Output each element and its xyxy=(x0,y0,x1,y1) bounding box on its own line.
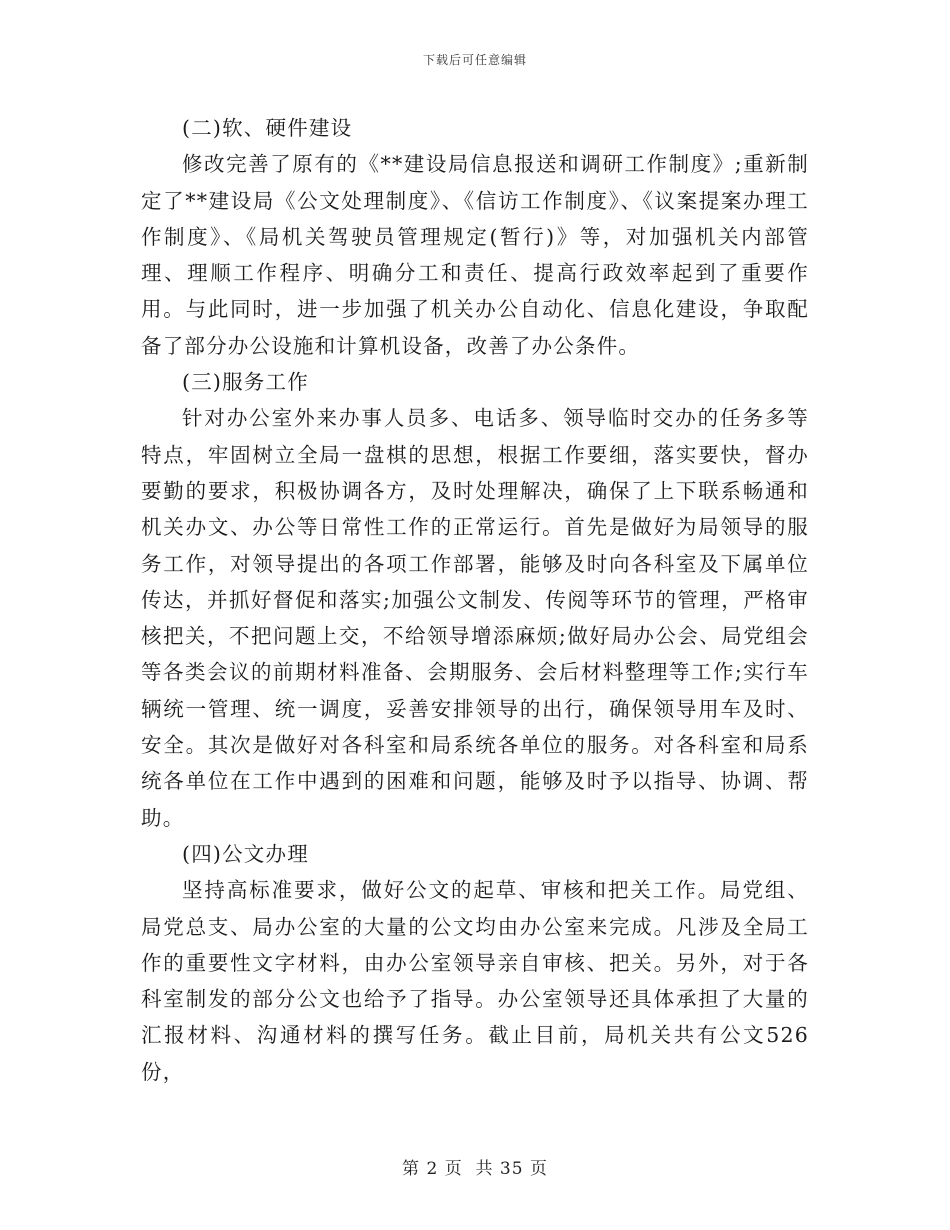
page-header: 下载后可任意编辑 xyxy=(422,53,527,67)
section-heading: (二)软、硬件建设 xyxy=(182,116,353,140)
page-footer xyxy=(0,1154,950,1179)
section-heading: (四)公文办理 xyxy=(182,841,309,866)
footer-suffix: 页 xyxy=(529,1159,548,1179)
total-pages-number: 35 xyxy=(499,1159,524,1179)
document-body xyxy=(141,110,809,1090)
paragraph: 坚持高标准要求，做好公文的起草、审核和把关工作。局党组、局党总支、局办公室的大量的公文均由办公室来完成。凡涉及全局工作的重要性文字材料，由办公室领导亲自审核、把关。另外，对于各科室制发的部分公文也给予了指导。办公室领导还具体承担了大量的汇报材料、沟通材料的撰写任务。截止目前，局机关共有公文526份， xyxy=(141,878,809,1084)
paragraph: 修改完善了原有的《**建设局信息报送和调研工作制度》;重新制定了**建设局《公文处理制度》、《信访工作制度》、《议案提案办理工作制度》、《局机关驾驶员管理规定(暂行)》等，对加强机关内部管理、理顺工作程序、明确分工和责任、提高行政效率起到了重要作用。与此同时，进一步加强了机关办公自动化、信息化建设，争取配备了部分办公设施和计算机设备，改善了办公条件。 xyxy=(141,152,809,358)
footer-middle: 页 共 xyxy=(444,1159,494,1179)
section-heading: (三)服务工作 xyxy=(182,370,309,395)
footer-prefix: 第 xyxy=(402,1159,421,1179)
paragraph: 针对办公室外来办事人员多、电话多、领导临时交办的任务多等特点，牢固树立全局一盘棋的思想，根据工作要细，落实要快，督办要勤的要求，积极协调各方，及时处理解决，确保了上下联系畅通和机关办文、办公等日常性工作的正常运行。首先是做好为局领导的服务工作，对领导提出的各项工作部署，能够及时向各科室及下属单位传达，并抓好督促和落实;加强公文制发、传阅等环节的管理，严格审核把关，不把问题上交，不给领导增添麻烦;做好局办公会、局党组会等各类会议的前期材料准备、会期服务、会后材料整理等工作;实行车辆统一管理、统一调度，妥善安排领导的出行，确保领导用车及时、安全。其次是做好对各科室和局系统各单位的服务。对各科室和局系统各单位在工作中遇到的困难和问题，能够及时予以指导、协调、帮助。 xyxy=(141,406,809,830)
current-page-number: 2 xyxy=(426,1159,439,1179)
